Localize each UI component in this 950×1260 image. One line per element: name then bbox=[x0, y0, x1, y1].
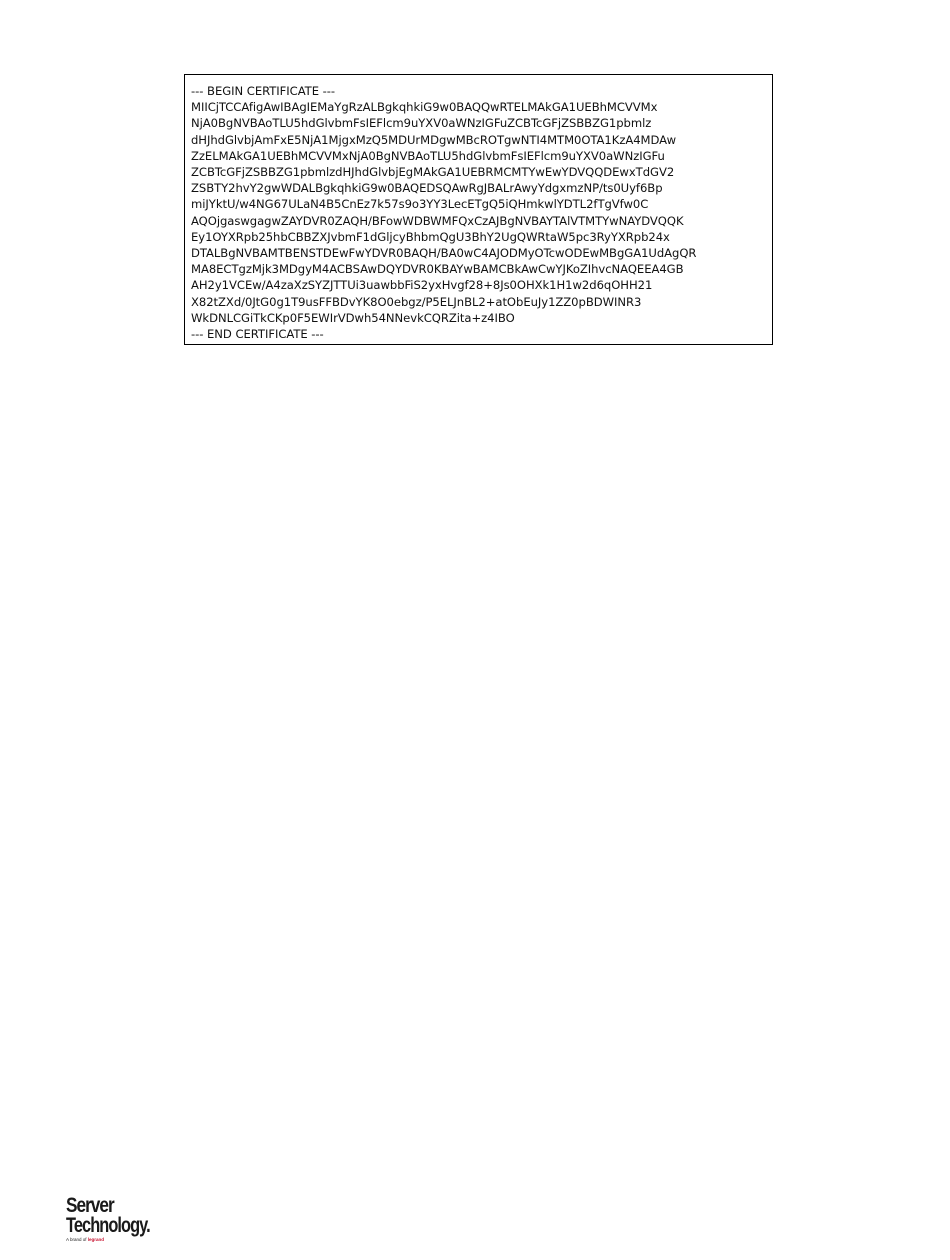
certificate-box bbox=[184, 74, 773, 345]
certificate-data-line: DTALBgNVBAMTBENSTDEwFwYDVR0BAQH/BA0wC4AJODMyOTcwODEwMBgGA1UdAgQR bbox=[191, 246, 697, 261]
certificate-data-line: ZzELMAkGA1UEBhMCVVMxNjA0BgNVBAoTLU5hdGlvbmFsIEFlcm9uYXV0aWNzIGFu bbox=[191, 148, 665, 163]
server-technology-logo bbox=[66, 1196, 176, 1252]
certificate-data-line: miJYktU/w4NG67ULaN4B5CnEz7k57s9o3YY3LecETgQ5iQHmkwlYDTL2fTgVfw0C bbox=[191, 197, 649, 212]
certificate-data-line: MA8ECTgzMjk3MDgyM4ACBSAwDQYDVR0KBAYwBAMCBkAwCwYJKoZIhvcNAQEEA4GB bbox=[191, 262, 684, 277]
certificate-data-line: AH2y1VCEw/A4zaXzSYZJTTUi3uawbbFiS2yxHvgf28+8Js0OHXk1H1w2d6qOHH21 bbox=[191, 278, 653, 293]
logo-word-technology: Technology. bbox=[66, 1214, 150, 1237]
certificate-data-line: ZCBTcGFjZSBBZG1pbmlzdHJhdGlvbjEgMAkGA1UEBRMCMTYwEwYDVQQDEwxTdGV2 bbox=[191, 165, 675, 180]
logo-tagline bbox=[66, 1237, 176, 1243]
certificate-end-line: --- END CERTIFICATE --- bbox=[191, 327, 324, 342]
logo-word-server: Server bbox=[66, 1194, 114, 1217]
certificate-data-line: X82tZXd/0JtG0g1T9usFFBDvYK8O0ebgz/P5ELJnBL2+atObEuJy1ZZ0pBDWINR3 bbox=[191, 294, 642, 309]
logo-tagline-prefix: A brand of bbox=[66, 1237, 88, 1242]
certificate-data-line: WkDNLCGiTkCKp0F5EWIrVDwh54NNevkCQRZita+z4IBO bbox=[191, 310, 515, 325]
logo-tagline-brand: legrand bbox=[87, 1237, 105, 1242]
certificate-data-line: dHJhdGlvbjAmFxE5NjA1MjgxMzQ5MDUrMDgwMBcROTgwNTI4MTM0OTA1KzA4MDAw bbox=[191, 132, 677, 147]
certificate-data-line: MIICjTCCAfigAwIBAgIEMaYgRzALBgkqhkiG9w0BAQQwRTELMAkGA1UEBhMCVVMx bbox=[191, 100, 658, 115]
certificate-data-line: ZSBTY2hvY2gwWDALBgkqhkiG9w0BAQEDSQAwRgJBALrAwyYdgxmzNP/ts0Uyf6Bp bbox=[191, 181, 663, 196]
certificate-data-line: Ey1OYXRpb25hbCBBZXJvbmF1dGljcyBhbmQgU3BhY2UgQWRtaW5pc3RyYXRpb24x bbox=[191, 229, 670, 244]
certificate-data-line: NjA0BgNVBAoTLU5hdGlvbmFsIEFlcm9uYXV0aWNzIGFuZCBTcGFjZSBBZG1pbmlz bbox=[191, 116, 652, 131]
certificate-data-line: AQOjgaswgagwZAYDVR0ZAQH/BFowWDBWMFQxCzAJBgNVBAYTAlVTMTYwNAYDVQQK bbox=[191, 213, 684, 228]
certificate-begin-line: --- BEGIN CERTIFICATE --- bbox=[191, 84, 336, 98]
